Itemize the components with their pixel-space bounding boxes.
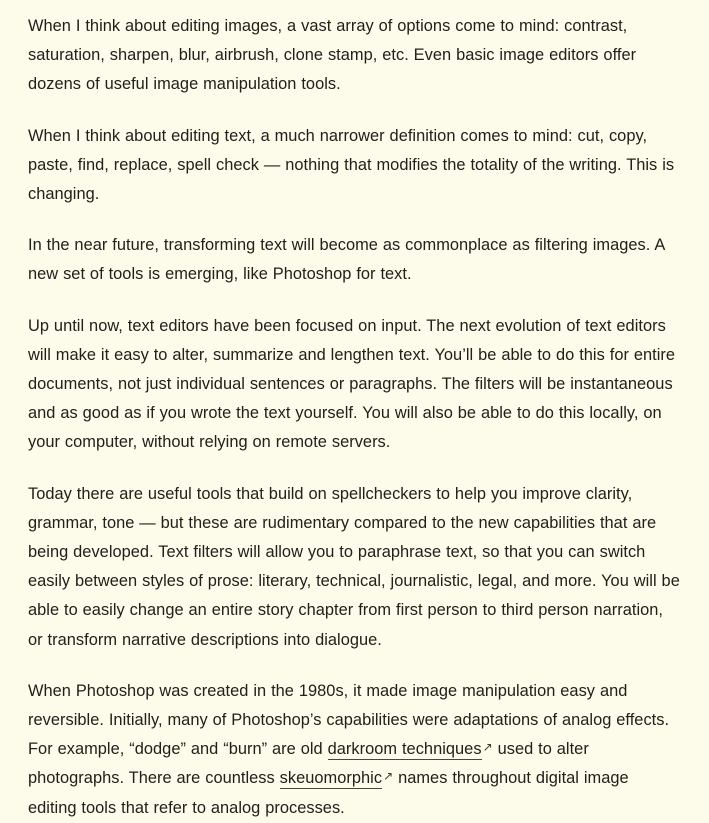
paragraph-3: In the near future, transforming text will become as commonplace as filtering images. A new set of tools is emerging, like Photoshop for text. xyxy=(28,236,665,284)
paragraph-2: When I think about editing text, a much narrower definition comes to mind: cut, copy, paste, find, replace, spell check — nothing that modifies the totality of the writing. This is changing. xyxy=(28,126,675,204)
link-darkroom-techniques[interactable]: darkroom techniques xyxy=(327,740,482,759)
external-link-arrow-icon: ↗ xyxy=(383,769,394,784)
paragraph-4: Up until now, text editors have been focused on input. The next evolution of text editors will make it easy to alter, summarize and lengthen text. You’ll be able to do this for entire documents, not just individual sentences or paragraphs. The filters will be instantaneous and as good as if you wrote the text yourself. You will also be able to do this locally, on your computer, without relying on remote servers. xyxy=(28,316,676,452)
paragraph-5: Today there are useful tools that build on spellcheckers to help you improve clarity, grammar, tone — but these are rudimentary compared to the new capabilities that are being developed. Text filters will allow you to paraphrase text, so that you can switch easily between styles of prose: literary, technical, journalistic, legal, and more. You will be able to easily change an entire story chapter from first person to third person narration, or transform narrative descriptions into dialogue. xyxy=(28,484,680,649)
external-link-arrow-icon: ↗ xyxy=(482,740,493,755)
paragraph-6 xyxy=(28,677,682,823)
paragraph-6-mid-text: used to alter photographs. There are countless xyxy=(28,740,589,788)
link-skeuomorphic[interactable]: skeuomorphic xyxy=(279,769,383,788)
paragraph-6-lead-text: When Photoshop was created in the 1980s, it made image manipulation easy and reversible. Initially, many of Photoshop’s capabilities were adaptations of analog effects. For example, “dodge” and “burn” are old xyxy=(28,681,670,759)
paragraph-6-tail-text: names throughout digital image editing tools that refer to analog processes. xyxy=(28,769,629,817)
paragraph-1: When I think about editing images, a vast array of options come to mind: contrast, saturation, sharpen, blur, airbrush, clone stamp, etc. Even basic image editors offer dozens of useful image manipulation tools. xyxy=(28,17,637,94)
